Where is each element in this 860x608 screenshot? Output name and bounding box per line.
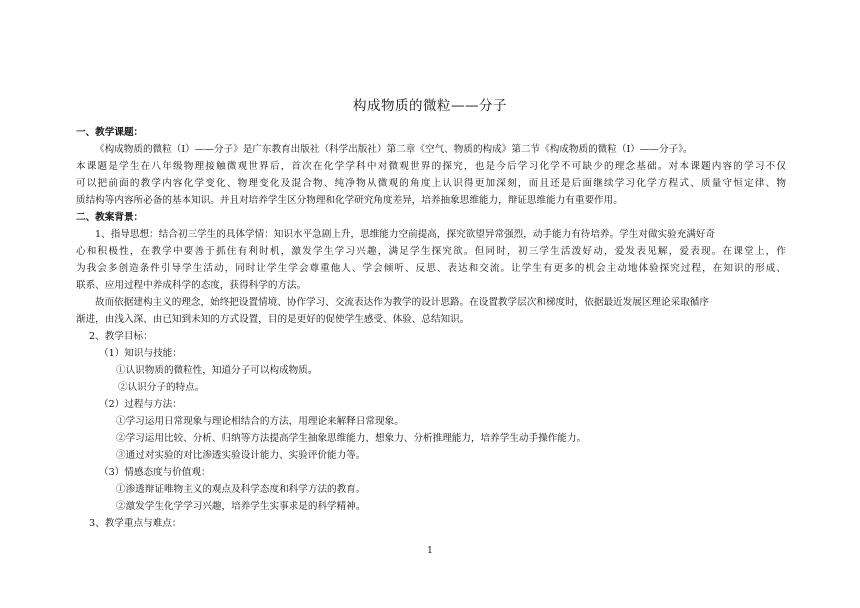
subsection-heading: 2、教学目标： xyxy=(89,331,153,342)
document-title: 构成物质的微粒——分子 xyxy=(353,98,507,114)
list-item: ①学习运用日常现象与理论相结合的方法，用理论来解释日常现象。 xyxy=(116,416,404,427)
list-item: ①渗透辩证唯物主义的观点及科学态度和科学方法的教育。 xyxy=(116,484,366,495)
list-heading: （2）过程与方法： xyxy=(99,399,182,410)
list-item: ②激发学生化学学习兴趣，培养学生实事求是的科学精神。 xyxy=(116,501,366,512)
document-body xyxy=(76,124,786,532)
list-heading: （1）知识与技能： xyxy=(99,348,182,359)
page-number: 1 xyxy=(427,546,433,556)
section-heading-topic: 一、教学课题： xyxy=(76,127,144,138)
paragraph-line: 心和积极性，在教学中要善于抓住有利时机，激发学生学习兴趣，满足学生探究欲。但同时，初三学生活泼好动，爱发表见解，爱表现。在课堂上，作 xyxy=(76,246,786,257)
list-heading: （3）情感态度与价值观： xyxy=(99,467,211,478)
paragraph-line: 可以把前面的教学内容化学变化、物理变化及混合物、纯净物从微观的角度上认识得更加深刻，而且还是后面继续学习化学方程式、质量守恒定律、物 xyxy=(76,178,786,189)
paragraph-line: 为我会多创造条件引导学生活动，同时让学生学会尊重他人、学会倾听、反思、表达和交流。让学生有更多的机会主动地体验探究过程，在知识的形成、 xyxy=(76,263,786,274)
paragraph-line: 故而依据建构主义的理念，始终把设置情境、协作学习、交流表达作为教学的设计思路。在设置教学层次和梯度时，依据最近发展区理论采取循序 xyxy=(95,297,709,308)
list-item: ①认识物质的微粒性，知道分子可以构成物质。 xyxy=(116,365,318,376)
subsection-heading: 3、教学重点与难点： xyxy=(89,518,182,529)
section-heading-background: 二、教案背景： xyxy=(76,212,144,223)
paragraph-line: 《构成物质的微粒（Ⅰ）——分子》是广东教育出版社（科学出版社）第二章《空气、物质的构成》第二节《构成物质的微粒（Ⅰ）——分子》。 xyxy=(95,144,693,155)
paragraph-line: 质结构等内容所必备的基本知识。并且对培养学生区分物理和化学研究角度差异，培养抽象思维能力，辩证思维能力有重要作用。 xyxy=(76,195,623,206)
list-item: ③通过对实验的对比渗透实验设计能力、实验评价能力等。 xyxy=(116,450,366,461)
paragraph-line: 1、指导思想：结合初三学生的具体学情：知识水平急剧上升，思维能力空前提高，探究欲望异常强烈，动手能力有待培养。学生对做实验充满好奇 xyxy=(95,229,716,240)
list-item: ②认识分子的特点。 xyxy=(118,382,205,393)
paragraph-line: 渐进，由浅入深、由已知到未知的方式设置，目的是更好的促使学生感受、体验、总结知识。 xyxy=(76,314,470,325)
paragraph-line: 联系、应用过程中养成科学的态度，获得科学的方法。 xyxy=(76,280,307,291)
list-item: ②学习运用比较、分析、归纳等方法提高学生抽象思维能力、想象力、分析推理能力，培养学生动手操作能力。 xyxy=(116,433,587,444)
paragraph-line: 本课题是学生在八年级物理接触微观世界后，首次在化学学科中对微观世界的探究，也是今后学习化学不可缺少的理念基础。对本课题内容的学习不仅 xyxy=(76,161,786,172)
